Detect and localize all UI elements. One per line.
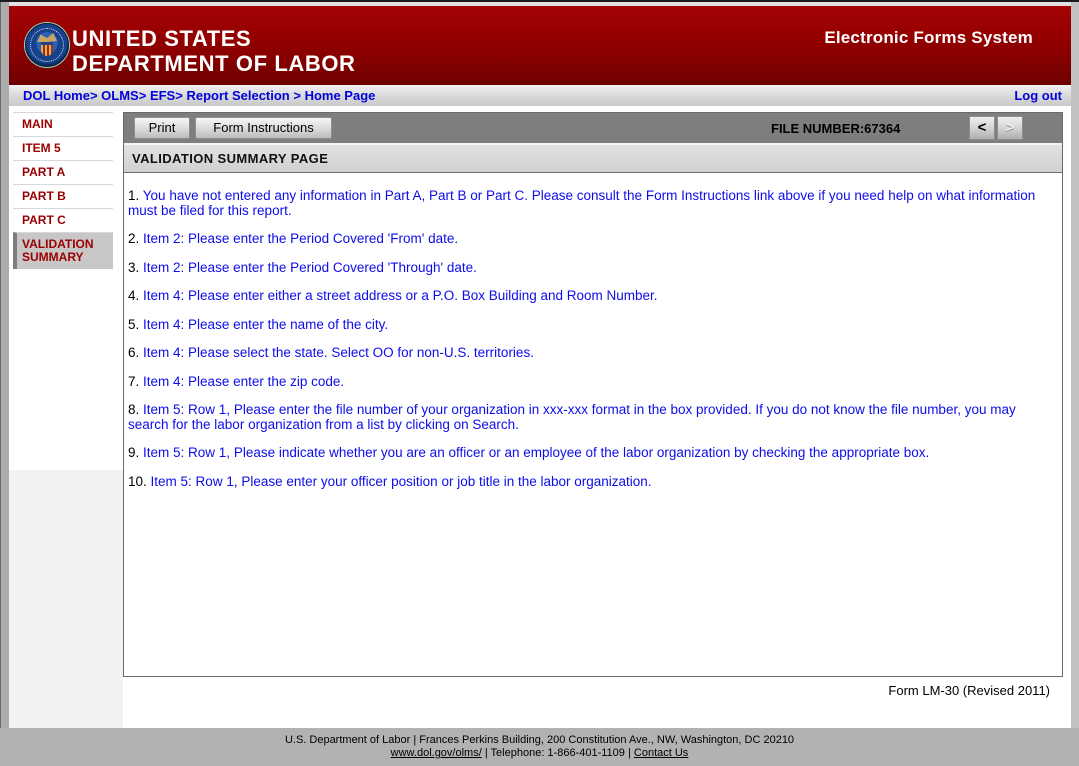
validation-item-number: 7. <box>128 373 140 389</box>
validation-item-number: 2. <box>128 231 140 246</box>
validation-item-number: 10. <box>128 473 147 489</box>
breadcrumb-link-home-page[interactable]: Home Page <box>304 88 376 103</box>
validation-item-number: 4. <box>128 288 140 303</box>
logout-link[interactable]: Log out <box>1014 88 1062 103</box>
validation-item <box>128 189 1050 218</box>
validation-item-message: Item 5: Row 1, Please indicate whether you are an officer or an employee of the labor organization by checking the appropriate box. <box>143 445 930 460</box>
validation-item-message: Item 4: Please enter the zip code. <box>143 373 345 389</box>
validation-item-message: Item 2: Please enter the Period Covered 'From' date. <box>143 231 459 246</box>
validation-item <box>128 261 1050 276</box>
validation-item-number: 5. <box>128 316 140 332</box>
sidebar-menu <box>13 112 113 269</box>
agency-title-line2: DEPARTMENT OF LABOR <box>72 51 356 76</box>
form-instructions-button[interactable]: Form Instructions <box>195 117 332 139</box>
footer-links-line <box>0 747 1079 760</box>
sidebar-item-part-a[interactable]: PART A <box>13 160 113 184</box>
validation-item-message: Item 4: Please select the state. Select OO for non-U.S. territories. <box>143 345 534 360</box>
breadcrumb-link-olms[interactable]: OLMS <box>101 88 139 103</box>
agency-title <box>72 26 356 76</box>
app-title: Electronic Forms System <box>824 28 1033 47</box>
validation-item-message: You have not entered any information in Part A, Part B or Part C. Please consult the Form Instructions link above if you need help on what information must be filed for this report. <box>128 188 1036 218</box>
validation-item-number: 3. <box>128 259 140 275</box>
validation-item <box>128 346 1050 361</box>
sidebar-item-item-5[interactable]: ITEM 5 <box>13 136 113 160</box>
footer-separator: | <box>481 747 491 759</box>
validation-item-number: 9. <box>128 445 140 460</box>
form-revision-note: Form LM-30 (Revised 2011) <box>888 683 1050 698</box>
print-button[interactable]: Print <box>134 117 190 139</box>
validation-item <box>128 446 1050 461</box>
validation-item <box>128 375 1050 390</box>
validation-item <box>128 403 1050 432</box>
contact-us-link[interactable]: Contact Us <box>633 747 689 759</box>
validation-item-message: Item 4: Please enter the name of the city. <box>143 316 389 332</box>
validation-item-message: Item 2: Please enter the Period Covered 'Through' date. <box>143 259 477 275</box>
footer-telephone: Telephone: 1-866-401-1109 <box>490 747 625 759</box>
validation-item-message: Item 5: Row 1, Please enter the file number of your organization in xxx-xxx format in the box provided. If you do not know the file number, you may search for the labor organization from a list by clicking on Search. <box>128 402 1016 432</box>
page-title: VALIDATION SUMMARY PAGE <box>124 143 1062 173</box>
breadcrumb <box>23 85 375 106</box>
breadcrumb-separator: > <box>138 88 150 103</box>
validation-item <box>128 289 1050 304</box>
breadcrumb-link-dol-home[interactable]: DOL Home <box>23 88 90 103</box>
toolbar <box>124 113 1062 143</box>
page-nav-buttons <box>967 116 1023 140</box>
validation-item-number: 6. <box>128 345 140 360</box>
file-number-label: FILE NUMBER:67364 <box>771 121 901 136</box>
next-page-button[interactable]: > <box>997 116 1023 140</box>
footer-separator: | <box>624 747 634 759</box>
breadcrumb-bar <box>9 85 1071 106</box>
validation-item <box>128 475 1050 490</box>
sidebar-item-part-c[interactable]: PART C <box>13 208 113 232</box>
breadcrumb-separator: > <box>289 88 305 103</box>
footer-address-line: U.S. Department of Labor | Frances Perkins Building, 200 Constitution Ave., NW, Washington, DC 20210 <box>284 734 795 746</box>
validation-item <box>128 232 1050 247</box>
previous-page-button[interactable]: < <box>969 116 995 140</box>
breadcrumb-link-efs[interactable]: EFS <box>149 88 176 103</box>
page-right-margin <box>1071 2 1079 728</box>
content-panel <box>123 112 1063 677</box>
breadcrumb-separator: > <box>175 88 187 103</box>
validation-item-number: 1. <box>128 188 140 203</box>
masthead <box>9 6 1071 85</box>
dol-seal-icon <box>25 23 69 67</box>
validation-item-number: 8. <box>128 402 140 417</box>
page-footer <box>0 728 1079 766</box>
breadcrumb-separator: > <box>89 88 102 103</box>
dol-website-link[interactable]: www.dol.gov/olms/ <box>390 747 482 759</box>
validation-item <box>128 318 1050 333</box>
sidebar-item-part-b[interactable]: PART B <box>13 184 113 208</box>
dol-seal-shield <box>41 42 53 56</box>
validation-message-list <box>124 173 1062 489</box>
validation-item-message: Item 5: Row 1, Please enter your officer position or job title in the labor organization. <box>150 473 652 489</box>
agency-title-line1: UNITED STATES <box>72 26 252 51</box>
validation-item-message: Item 4: Please enter either a street address or a P.O. Box Building and Room Number. <box>143 288 658 303</box>
breadcrumb-link-report-selection[interactable]: Report Selection <box>186 88 290 103</box>
sidebar-item-main[interactable]: MAIN <box>13 112 113 136</box>
page-left-margin <box>0 2 9 728</box>
sidebar-lower-background <box>9 470 123 728</box>
sidebar-item-validation-summary[interactable]: VALIDATION SUMMARY <box>13 232 113 269</box>
